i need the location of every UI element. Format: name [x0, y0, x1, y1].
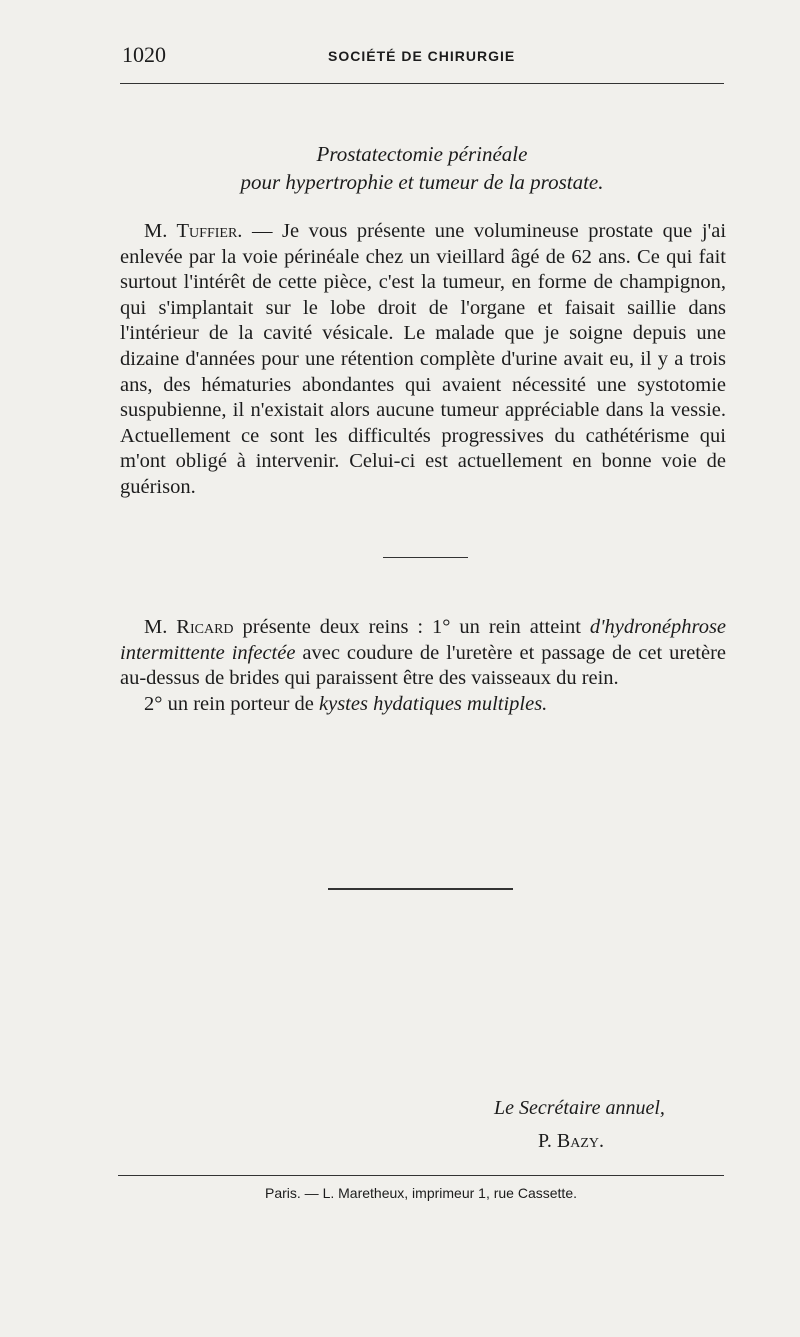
speaker-name: M. Ricard: [144, 616, 234, 638]
paragraph-text: 2° un rein porteur de: [144, 692, 314, 715]
paragraph-text: — Je vous présente une volumineuse prostate que j'ai enlevée par la voie périnéale chez un vieillard âgé de 62 ans. Ce qui fait surtout l'intérêt de cette pièce, c'est la tumeur, en forme de champignon, qui s'implantait sur le lobe droit de l'organe et faisait saillie dans l'intérieur de la cavité vésicale. Le malade que je soigne depuis une dizaine d'années pour une rétention complète d'urine avait eu, il y a trois ans, des hématuries abondantes qui avaient nécessité une systotomie suspubienne, il n'existait alors aucune tumeur appréciable dans la vessie. Actuellement ce sont les difficultés progressives du cathétérisme qui m'ont obligé à intervenir. Celui-ci est actuellement en bonne voie de guérison.: [120, 220, 727, 498]
closing-divider: [328, 888, 513, 890]
signature-name: P. Bazy.: [538, 1130, 605, 1152]
paragraph-ricard: [120, 615, 726, 717]
page-header: [118, 42, 726, 72]
title-line-1: Prostatectomie périnéale: [316, 142, 528, 166]
running-head: SOCIÉTÉ DE CHIRURGIE: [328, 48, 516, 64]
section-divider: [383, 557, 468, 558]
italic-term: d'hydronéphrose intermittente infectée: [120, 616, 727, 664]
italic-term: kystes hydatiques multiples.: [319, 692, 548, 715]
footer-rule: [118, 1175, 724, 1176]
title-line-2: pour hypertrophie et tumeur de la prostate.: [240, 170, 604, 194]
paragraph-text: avec coudure de l'uretère et passage de cet uretère au-dessus de brides qui paraissent être des vaisseaux du rein.: [120, 641, 727, 690]
signature-role: Le Secrétaire annuel,: [494, 1097, 665, 1119]
page-number: 1020: [122, 42, 166, 67]
printer-imprint: Paris. — L. Maretheux, imprimeur 1, rue Cassette.: [265, 1185, 577, 1201]
paragraph-tuffier: [120, 219, 726, 501]
article-title: [118, 140, 726, 196]
header-rule: [120, 83, 724, 84]
speaker-name: M. Tuffier.: [144, 220, 243, 242]
paragraph-text: présente deux reins : 1° un rein atteint: [242, 616, 581, 638]
